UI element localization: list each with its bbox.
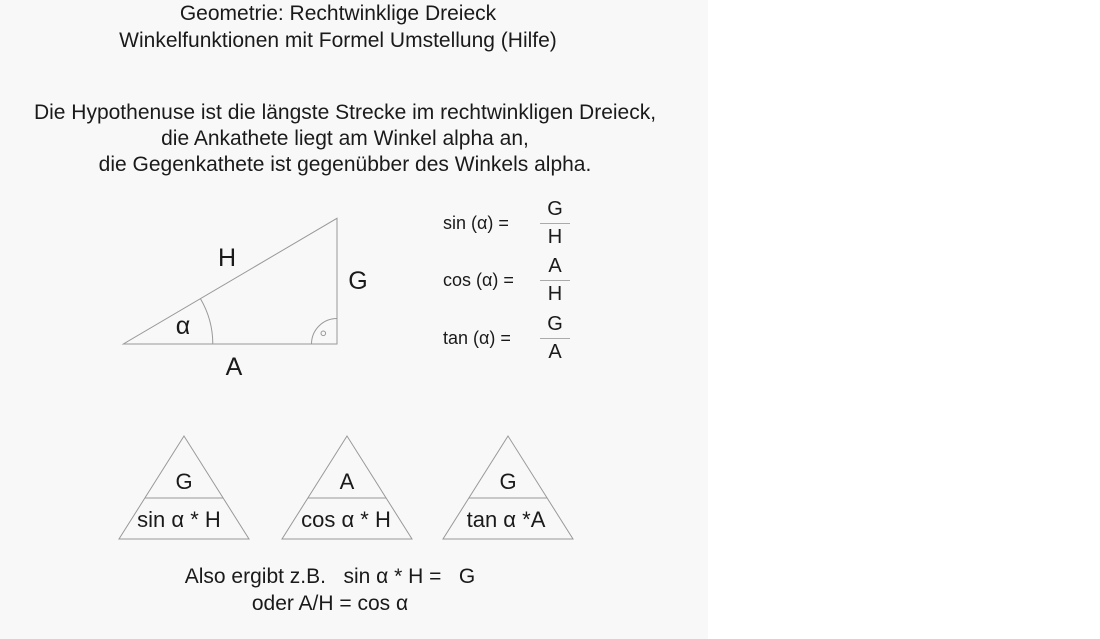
page-title: Geometrie: Rechtwinklige Dreieck bbox=[179, 2, 497, 25]
tan-numerator: G bbox=[547, 313, 563, 335]
conclusion-line-2: oder A/H = cos α bbox=[251, 592, 409, 615]
tan-triangle-top-label: G bbox=[499, 469, 517, 494]
cos-numerator: A bbox=[548, 255, 562, 277]
cos-triangle-bottom-label: cos α * H bbox=[301, 507, 391, 532]
intro-line-1: Die Hypothenuse ist die längste Strecke im rechtwinkligen Dreieck, bbox=[33, 101, 657, 124]
opposite-side-label: G bbox=[348, 267, 368, 295]
title-block bbox=[0, 0, 676, 54]
sin-triangle-bottom-label: sin α * H bbox=[137, 507, 221, 532]
intro-line-3: die Gegenkathete ist gegenübber des Winkels alpha. bbox=[98, 153, 592, 176]
conclusion-line-1: Also ergibt z.B. sin α * H = G bbox=[184, 565, 476, 588]
intro-text-block bbox=[0, 100, 690, 178]
page-subtitle: Winkelfunktionen mit Formel Umstellung (Hilfe) bbox=[119, 29, 557, 52]
cos-triangle-top-label: A bbox=[339, 469, 355, 494]
adjacent-side-label: A bbox=[225, 353, 243, 381]
sin-numerator: G bbox=[547, 198, 563, 220]
tan-formula-lhs: tan (α) = bbox=[443, 328, 516, 348]
angle-alpha-label: α bbox=[175, 312, 191, 340]
sin-formula-fraction bbox=[540, 196, 570, 251]
cos-formula-lhs: cos (α) = bbox=[443, 270, 519, 290]
cos-formula-fraction bbox=[540, 253, 570, 308]
sin-formula-lhs: sin (α) = bbox=[443, 213, 514, 233]
sin-triangle-top-label: G bbox=[175, 469, 193, 494]
hypotenuse-label: H bbox=[217, 244, 237, 272]
tan-denominator: A bbox=[548, 341, 562, 363]
right-angle-dot bbox=[321, 331, 326, 336]
sin-denominator: H bbox=[547, 226, 563, 248]
cos-denominator: H bbox=[547, 283, 563, 305]
intro-line-2: die Ankathete liegt am Winkel alpha an, bbox=[161, 127, 529, 150]
tan-triangle-bottom-label: tan α *A bbox=[466, 507, 546, 532]
conclusion-block bbox=[0, 563, 660, 617]
tan-formula-fraction bbox=[540, 311, 570, 366]
